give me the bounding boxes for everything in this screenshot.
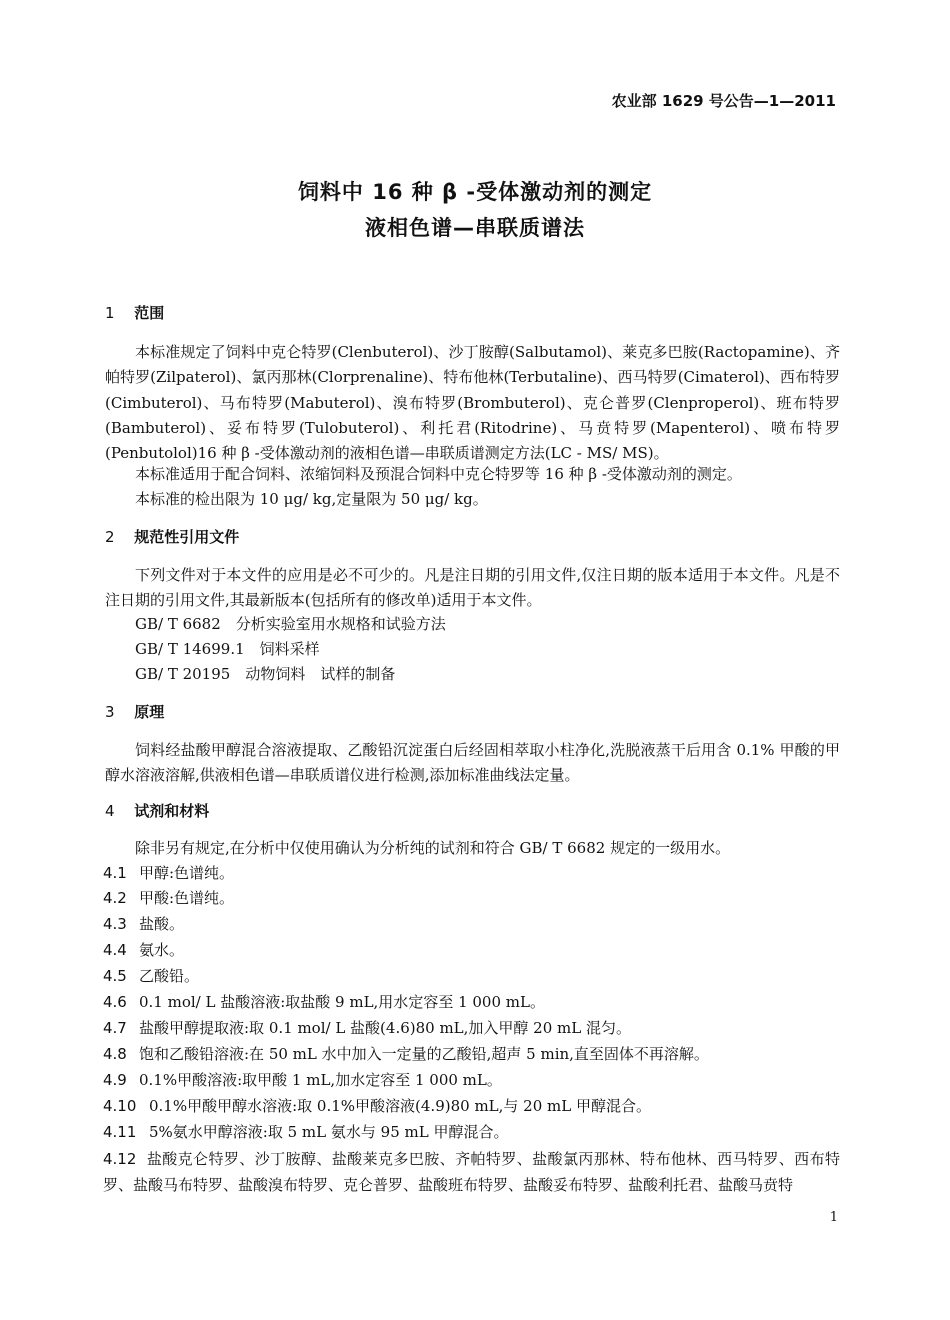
section-title: 范围 <box>134 304 165 322</box>
item-text: 盐酸。 <box>139 915 185 933</box>
item-text: 0.1 mol/ L 盐酸溶液:取盐酸 9 mL,用水定容至 1 000 mL。 <box>139 993 545 1011</box>
references-paragraph: 下列文件对于本文件的应用是必不可少的。凡是注日期的引用文件,仅注日期的版本适用于本文件。凡是不注日期的引用文件,其最新版本(包括所有的修改单)适用于本文件。 <box>105 566 840 610</box>
reagent-item <box>103 1121 508 1142</box>
page-number: 1 <box>829 1210 838 1225</box>
item-number: 4.11 <box>103 1123 137 1141</box>
reagent-item <box>103 991 545 1012</box>
item-number: 4.3 <box>103 915 127 933</box>
section-4-heading <box>105 800 209 821</box>
reagent-item <box>103 965 199 986</box>
item-number: 4.10 <box>103 1097 137 1115</box>
section-1-heading <box>105 302 164 323</box>
section-title: 原理 <box>134 703 165 721</box>
item-number: 4.12 <box>103 1150 137 1168</box>
section-title: 试剂和材料 <box>134 802 210 820</box>
item-number: 4.5 <box>103 967 127 985</box>
section-number: 4 <box>105 802 115 820</box>
reagents-intro: 除非另有规定,在分析中仅使用确认为分析纯的试剂和符合 GB/ T 6682 规定的一级用水。 <box>135 839 731 857</box>
item-text: 盐酸甲醇提取液:取 0.1 mol/ L 盐酸(4.6)80 mL,加入甲醇 20 mL 混匀。 <box>139 1019 631 1037</box>
item-number: 4.7 <box>103 1019 127 1037</box>
reagent-item <box>103 1095 651 1116</box>
reagent-item <box>103 1043 709 1064</box>
item-number: 4.6 <box>103 993 127 1011</box>
reagent-item <box>103 939 184 960</box>
reference-item: GB/ T 14699.1 饲料采样 <box>135 640 320 658</box>
reference-item: GB/ T 20195 动物饲料 试样的制备 <box>135 665 396 683</box>
document-number: 农业部 1629 号公告—1—2011 <box>611 92 836 110</box>
reference-item: GB/ T 6682 分析实验室用水规格和试验方法 <box>135 615 446 633</box>
section-number: 3 <box>105 703 115 721</box>
item-text: 饱和乙酸铅溶液:在 50 mL 水中加入一定量的乙酸铅,超声 5 min,直至固体不再溶解。 <box>139 1045 709 1063</box>
item-text: 甲酸:色谱纯。 <box>139 889 235 907</box>
item-number: 4.8 <box>103 1045 127 1063</box>
item-text: 乙酸铅。 <box>139 967 200 985</box>
reagent-item <box>103 1147 840 1198</box>
section-number: 2 <box>105 528 115 546</box>
item-number: 4.2 <box>103 889 127 907</box>
item-text: 0.1%甲酸溶液:取甲酸 1 mL,加水定容至 1 000 mL。 <box>139 1071 502 1089</box>
item-number: 4.1 <box>103 864 127 882</box>
item-number: 4.4 <box>103 941 127 959</box>
item-text: 5%氨水甲醇溶液:取 5 mL 氨水与 95 mL 甲醇混合。 <box>149 1123 509 1141</box>
principle-paragraph: 饲料经盐酸甲醇混合溶液提取、乙酸铅沉淀蛋白后经固相萃取小柱净化,洗脱液蒸干后用含 0.1% 甲酸的甲醇水溶液溶解,供液相色谱—串联质谱仪进行检测,添加标准曲线法定量。 <box>105 741 840 785</box>
reagent-item <box>103 913 184 934</box>
scope-paragraph: 本标准规定了饲料中克仑特罗(Clenbuterol)、沙丁胺醇(Salbutamol)、莱克多巴胺(Ractopamine)、齐帕特罗(Zilpaterol)、氯丙那林(Clorprenaline)、特布他林(Terbutaline)、西马特罗(Cimaterol)、西布特罗(Cimbuterol)、马布特罗(Mabuterol)、溴布特罗(Brombuterol)、克仑普罗(Clenproperol)、班布特罗(Bambuterol)、妥布特罗(Tulobuterol)、利托君(Ritodrine)、马贲特罗(Mapenterol)、喷布特罗(Penbutolol)16 种 β -受体激动剂的液相色谱—串联质谱测定方法(LC - MS/ MS)。 <box>105 343 840 463</box>
scope-applicability: 本标准适用于配合饲料、浓缩饲料及预混合饲料中克仑特罗等 16 种 β -受体激动剂的测定。 <box>135 465 742 483</box>
item-text: 氨水。 <box>139 941 185 959</box>
item-text: 0.1%甲酸甲醇水溶液:取 0.1%甲酸溶液(4.9)80 mL,与 20 mL 甲醇混合。 <box>149 1097 651 1115</box>
section-title: 规范性引用文件 <box>134 528 240 546</box>
section-number: 1 <box>105 304 115 322</box>
reagent-item <box>103 1017 631 1038</box>
scope-detection-limit: 本标准的检出限为 10 μg/ kg,定量限为 50 μg/ kg。 <box>135 490 488 508</box>
reagent-item <box>103 862 234 883</box>
section-2-heading <box>105 526 239 547</box>
document-title-line-1: 饲料中 16 种 β -受体激动剂的测定 <box>297 180 653 204</box>
item-text: 甲醇:色谱纯。 <box>139 864 235 882</box>
item-number: 4.9 <box>103 1071 127 1089</box>
document-title-line-2: 液相色谱—串联质谱法 <box>365 216 585 240</box>
reagent-item <box>103 887 234 908</box>
item-text: 盐酸克仑特罗、沙丁胺醇、盐酸莱克多巴胺、齐帕特罗、盐酸氯丙那林、特布他林、西马特罗、西布特罗、盐酸马布特罗、盐酸溴布特罗、克仑普罗、盐酸班布特罗、盐酸妥布特罗、盐酸利托君、盐酸马贲特 <box>103 1150 840 1194</box>
section-3-heading <box>105 701 164 722</box>
reagent-item <box>103 1069 502 1090</box>
